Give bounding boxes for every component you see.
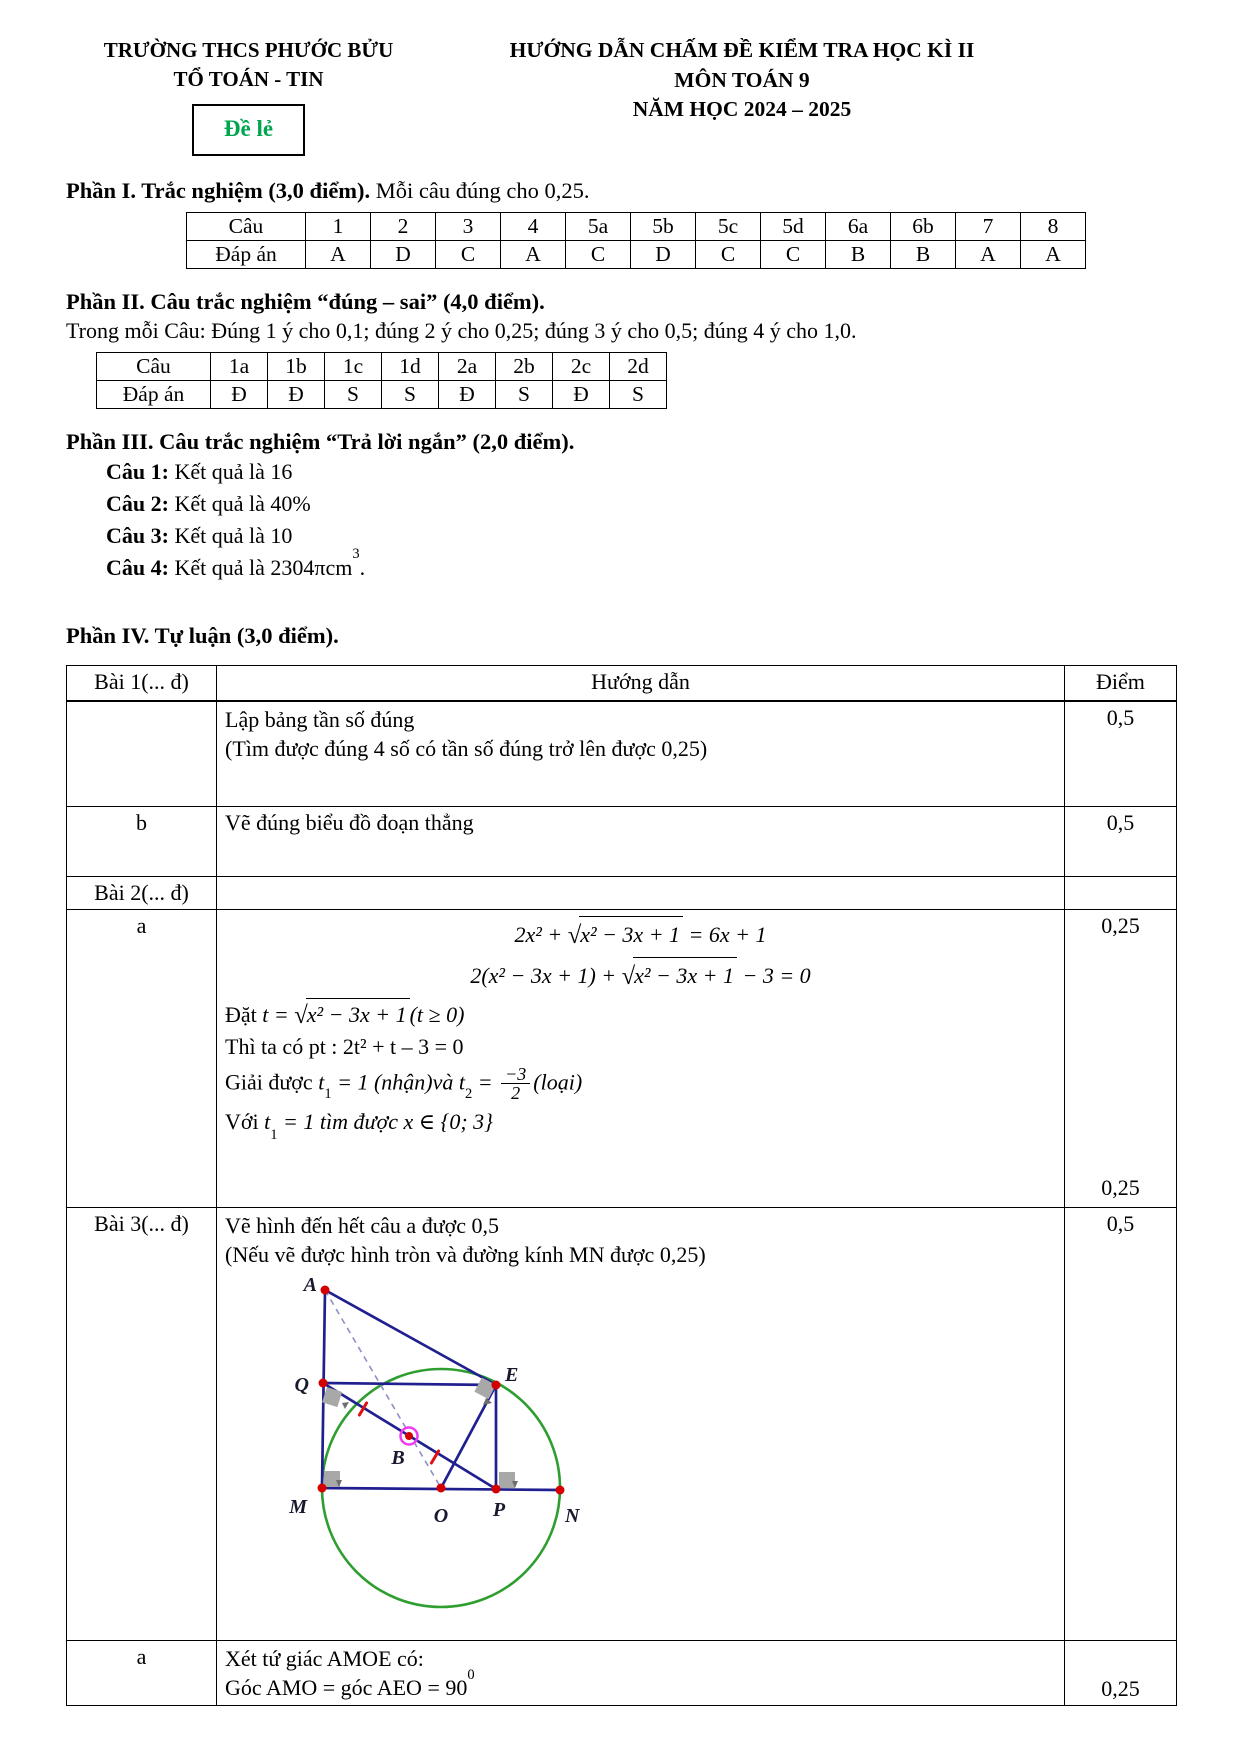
exam-variant-box	[192, 104, 305, 156]
eq1-left: 2x² +	[514, 922, 568, 948]
part1-row-label: Câu	[187, 212, 306, 240]
part1-answer-cell: B	[826, 240, 891, 268]
eq2-radicand: x² − 3x + 1	[633, 957, 737, 992]
giai-sub2: 2	[464, 1086, 473, 1103]
giai-t1: t	[318, 1069, 325, 1095]
giai-mid: = 1 (nhận)và t	[331, 1069, 465, 1095]
bai3-diem: 0,5	[1065, 1208, 1177, 1641]
part1-answer-cell: D	[371, 240, 436, 268]
part1-answer-cell: A	[501, 240, 566, 268]
part3-item-3	[106, 521, 1175, 551]
eq2-right: − 3 = 0	[736, 963, 811, 989]
part1-answer-cell: B	[891, 240, 956, 268]
dat-line	[225, 998, 1056, 1032]
bai2-empty-diem	[1065, 877, 1177, 910]
bai3a-line2-text: Góc AMO = góc AEO = 90	[225, 1675, 468, 1701]
part3-item-4-text: Kết quả là 2304πcm	[174, 554, 353, 580]
point-A	[321, 1286, 330, 1295]
figure-label-Q: Q	[294, 1374, 309, 1397]
part1-answer-cell: A	[1021, 240, 1086, 268]
part1-question-cell: 3	[436, 212, 501, 240]
equation-2	[225, 957, 1056, 995]
header-right-block	[437, 36, 1047, 125]
bai2a-diem-stack	[1073, 913, 1168, 1201]
voi-line	[225, 1107, 1056, 1141]
part2-question-cell: 1a	[211, 352, 268, 380]
part2-answer-cell: Đ	[439, 380, 496, 408]
part1-question-cell: 1	[306, 212, 371, 240]
part3-item-1-text: Kết quả là 16	[174, 458, 293, 484]
part2-question-cell: 1d	[382, 352, 439, 380]
right-angle-marker-M	[324, 1471, 340, 1487]
bai3a-content-cell	[217, 1641, 1065, 1706]
bai3a-line2	[225, 1666, 1056, 1702]
segment-QE	[323, 1383, 496, 1385]
bai3-line1: Vẽ hình đến hết câu a được 0,5	[225, 1213, 500, 1239]
part2-answer-cell: S	[496, 380, 553, 408]
part2-answer-table	[96, 352, 667, 409]
part4-heading: Phần IV. Tự luận (3,0 điểm).	[66, 622, 339, 648]
bai3-label-cell: Bài 3(... đ)	[67, 1208, 217, 1641]
part2-question-cell: 2a	[439, 352, 496, 380]
part1-question-cell: 5b	[631, 212, 696, 240]
dat-mid: t =	[262, 1002, 295, 1027]
part1-question-cell: 5d	[761, 212, 826, 240]
bai3-line2: (Nếu vẽ được hình tròn và đường kính MN được 0,25)	[225, 1242, 706, 1268]
part2-answer-cell: S	[610, 380, 667, 408]
right-angle-marker-P	[499, 1472, 515, 1488]
figure-label-E: E	[505, 1364, 519, 1387]
eq2-left: 2(x² − 3x + 1) +	[470, 963, 622, 989]
figure-label-B: B	[391, 1447, 405, 1470]
voi-pre: Với	[225, 1109, 265, 1135]
figure-label-P: P	[492, 1499, 506, 1522]
point-E	[492, 1381, 501, 1390]
part1-answer-cell: C	[761, 240, 826, 268]
part3-item-4-tail: .	[359, 554, 366, 580]
bai2-empty-content	[217, 877, 1065, 910]
part3-item-2-label: Câu 2:	[106, 490, 169, 516]
radical-sign: √	[567, 922, 582, 950]
rubric-table	[66, 665, 1177, 1707]
bai1b-diem: 0,5	[1065, 807, 1177, 877]
sqrt-expression	[568, 916, 683, 954]
bai1a-line2: (Tìm được đúng 4 số có tần số đúng trở lên được 0,25)	[225, 735, 708, 761]
bai3-content-cell	[217, 1208, 1065, 1641]
part1-heading	[66, 178, 1175, 204]
page-header	[66, 36, 1175, 156]
part1-question-cell: 6a	[826, 212, 891, 240]
part1-heading-note: Mỗi câu đúng cho 0,25.	[370, 177, 590, 203]
part1-question-cell: 6b	[891, 212, 956, 240]
part2-answer-cell: Đ	[553, 380, 610, 408]
part2-heading: Phần II. Câu trắc nghiệm “đúng – sai” (4,0 điểm).	[66, 288, 545, 314]
point-N	[556, 1486, 565, 1495]
rubric-header-row	[67, 665, 1177, 701]
bai1b-label-cell: b	[67, 807, 217, 877]
dat-post: (t ≥ 0)	[409, 1002, 465, 1027]
rubric-header-diem: Điểm	[1065, 665, 1177, 701]
part2-question-cell: 2c	[553, 352, 610, 380]
part2-question-cell: 1b	[268, 352, 325, 380]
part2-note: Trong mỗi Câu: Đúng 1 ý cho 0,1; đúng 2 ý cho 0,25; đúng 3 ý cho 0,5; đúng 4 ý cho 1,0.	[66, 317, 857, 343]
bai1a-content-cell	[217, 701, 1065, 807]
bai2a-diem-cell	[1065, 910, 1177, 1208]
rubric-header-bai: Bài 1(... đ)	[67, 665, 217, 701]
figure-label-A: A	[303, 1277, 317, 1297]
exam-subject: MÔN TOÁN 9	[674, 67, 810, 92]
part2-answer-cell: Đ	[268, 380, 325, 408]
point-M	[318, 1484, 327, 1493]
part2-question-cell: 1c	[325, 352, 382, 380]
figure-label-M: M	[289, 1496, 307, 1519]
sqrt-expression	[622, 957, 737, 995]
point-O	[437, 1484, 446, 1493]
part2-question-cell: 2b	[496, 352, 553, 380]
bai2-label-cell: Bài 2(... đ)	[67, 877, 217, 910]
bai1a-diem: 0,5	[1065, 701, 1177, 807]
part3-item-1-label: Câu 1:	[106, 458, 169, 484]
part3-item-4	[106, 546, 1175, 583]
part2-answer-cell: Đ	[211, 380, 268, 408]
giai-line	[225, 1065, 1056, 1104]
bai1a-label-cell	[67, 701, 217, 807]
part1-heading-bold: Phần I. Trắc nghiệm (3,0 điểm).	[66, 177, 371, 203]
dat-pre: Đặt	[225, 1002, 263, 1027]
voi-sub: 1	[270, 1126, 278, 1143]
figure-label-O: O	[433, 1505, 449, 1528]
bai3a-diem-wrap	[1073, 1644, 1168, 1702]
point-P	[492, 1485, 501, 1494]
part1-answer-cell: C	[696, 240, 761, 268]
giai-pre: Giải được	[225, 1069, 319, 1095]
part1-question-cell: 5a	[566, 212, 631, 240]
part1-answer-cell: A	[306, 240, 371, 268]
part1-answer-row	[187, 240, 1086, 268]
part1-question-cell: 4	[501, 212, 566, 240]
bai2a-diem-bottom: 0,25	[1101, 1175, 1140, 1201]
point-B	[405, 1432, 413, 1440]
part3-item-1	[106, 457, 1175, 487]
bai3a-label-cell: a	[67, 1641, 217, 1706]
part3-item-4-label: Câu 4:	[106, 554, 169, 580]
bai1a-line1: Lập bảng tần số đúng	[225, 706, 415, 732]
part2-question-cell: 2d	[610, 352, 667, 380]
eq1-radicand: x² − 3x + 1	[579, 916, 683, 951]
bai2a-content-cell	[217, 910, 1065, 1208]
part3-item-4-sup: 3	[352, 546, 360, 563]
right-angle-arrow-Q	[342, 1402, 349, 1409]
voi-post: = 1 tìm được x ∈ {0; 3}	[277, 1109, 493, 1135]
header-left-block	[66, 36, 431, 156]
radical-sign: √	[294, 1002, 308, 1029]
part1-answer-label: Đáp án	[187, 240, 306, 268]
bai1b-content-cell: Vẽ đúng biểu đồ đoạn thẳng	[217, 807, 1065, 877]
part1-question-cell: 5c	[696, 212, 761, 240]
part2-answer-row	[97, 380, 667, 408]
rubric-header-huongdan: Hướng dẫn	[217, 665, 1065, 701]
exam-year: NĂM HỌC 2024 – 2025	[632, 97, 852, 122]
rubric-row-bai2a	[67, 910, 1177, 1208]
giai-post: (loại)	[533, 1069, 583, 1095]
bai2a-diem-top: 0,25	[1101, 913, 1140, 939]
part3-item-3-text: Kết quả là 10	[174, 522, 293, 548]
giai-sub1: 1	[324, 1086, 332, 1103]
part1-question-cell: 7	[956, 212, 1021, 240]
rubric-row-bai1a	[67, 701, 1177, 807]
part1-answer-cell: C	[436, 240, 501, 268]
fraction-denominator: 2	[501, 1083, 530, 1103]
voi-t: t	[264, 1109, 271, 1135]
part1-answer-cell: A	[956, 240, 1021, 268]
equation-1	[225, 916, 1056, 954]
part3-item-3-label: Câu 3:	[106, 522, 169, 548]
part2-answer-cell: S	[382, 380, 439, 408]
segment-AE	[325, 1290, 496, 1385]
dat-radicand: x² − 3x + 1	[306, 998, 410, 1029]
department-name: TỔ TOÁN - TIN	[173, 67, 324, 92]
sqrt-expression	[294, 998, 409, 1032]
part3-item-2-text: Kết quả là 40%	[174, 490, 311, 516]
part1-question-row	[187, 212, 1086, 240]
part2-question-row	[97, 352, 667, 380]
part1-question-cell: 2	[371, 212, 436, 240]
part1-question-cell: 8	[1021, 212, 1086, 240]
right-angle-marker-Q	[322, 1387, 342, 1407]
radical-sign: √	[621, 963, 636, 991]
part2-answer-label: Đáp án	[97, 380, 211, 408]
part3-heading: Phần III. Câu trắc nghiệm “Trả lời ngắn” (2,0 điểm).	[66, 428, 575, 454]
bai2a-label-cell: a	[67, 910, 217, 1208]
rubric-row-bai3a	[67, 1641, 1177, 1706]
exam-title: HƯỚNG DẪN CHẤM ĐỀ KIỂM TRA HỌC KÌ II	[509, 38, 975, 62]
part2-row-label: Câu	[97, 352, 211, 380]
bai3a-line2-sup: 0	[467, 1666, 475, 1683]
pt-line: Thì ta có pt : 2t² + t – 3 = 0	[225, 1033, 464, 1059]
school-name: TRƯỜNG THCS PHƯỚC BỬU	[103, 38, 394, 62]
giai-eq: =	[472, 1069, 499, 1095]
geometry-figure	[243, 1277, 603, 1625]
fraction-numerator: −3	[505, 1063, 527, 1084]
fraction	[501, 1065, 530, 1104]
bai3a-diem-cell	[1065, 1641, 1177, 1706]
part2-answer-cell: S	[325, 380, 382, 408]
dashed-segment-AO	[325, 1290, 441, 1488]
rubric-row-bai2-label	[67, 877, 1177, 910]
part1-answer-table	[186, 212, 1086, 269]
rubric-row-bai3	[67, 1208, 1177, 1641]
bai3a-diem: 0,25	[1101, 1676, 1140, 1702]
bai3a-line1: Xét tứ giác AMOE có:	[225, 1646, 424, 1672]
rubric-row-bai1b	[67, 807, 1177, 877]
figure-wrap	[243, 1277, 1056, 1631]
eq1-right: = 6x + 1	[683, 922, 767, 948]
part1-answer-cell: D	[631, 240, 696, 268]
point-Q	[319, 1379, 328, 1388]
figure-label-N: N	[565, 1505, 580, 1528]
part1-answer-cell: C	[566, 240, 631, 268]
exam-variant-label: Đề lẻ	[223, 115, 274, 141]
part3-item-2	[106, 489, 1175, 519]
